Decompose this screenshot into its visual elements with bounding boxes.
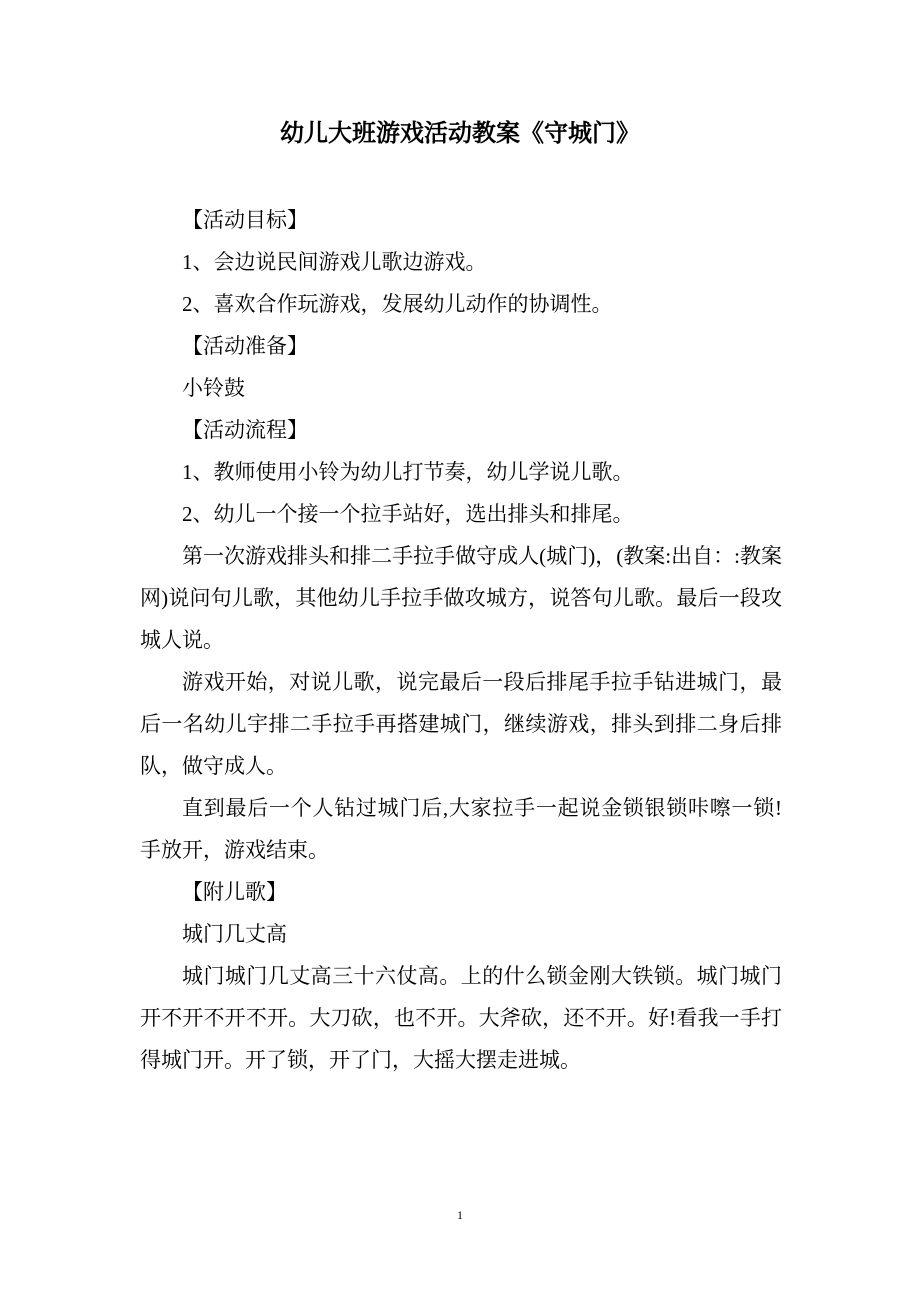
paragraph: 直到最后一个人钻过城门后,大家拉手一起说金锁银锁咔嚓一锁!手放开，游戏结束。	[140, 796, 782, 862]
document-title: 幼儿大班游戏活动教案《守城门》	[280, 121, 640, 147]
paragraph: 1、会边说民间游戏儿歌边游戏。	[182, 250, 487, 274]
heading-appendix-song: 【附儿歌】	[182, 880, 287, 904]
paragraph: 2、喜欢合作玩游戏，发展幼儿动作的协调性。	[182, 292, 613, 316]
heading-activity-process: 【活动流程】	[182, 418, 308, 442]
song-lyrics: 城门城门几丈高三十六仗高。上的什么锁金刚大铁锁。城门城门开不开不开不开。大刀砍，也不开。大斧砍，还不开。好!看我一手打得城门开。开了锁，开了门，大摇大摆走进城。	[140, 964, 782, 1072]
paragraph: 第一次游戏排头和排二手拉手做守成人(城门)，(教案:出自：:教案网)说问句儿歌，其他幼儿手拉手做攻城方，说答句儿歌。最后一段攻城人说。	[140, 544, 782, 652]
document-body	[140, 199, 782, 1081]
paragraph: 1、教师使用小铃为幼儿打节奏，幼儿学说儿歌。	[182, 460, 634, 484]
page-number: 1	[457, 1208, 463, 1222]
paragraph: 2、幼儿一个接一个拉手站好，选出排头和排尾。	[182, 502, 634, 526]
paragraph: 小铃鼓	[182, 376, 245, 400]
song-title: 城门几丈高	[182, 922, 287, 946]
paragraph: 游戏开始，对说儿歌，说完最后一段后排尾手拉手钻进城门，最后一名幼儿宇排二手拉手再搭建城门，继续游戏，排头到排二身后排队，做守成人。	[140, 670, 782, 778]
heading-activity-preparation: 【活动准备】	[182, 334, 308, 358]
heading-activity-goals: 【活动目标】	[182, 208, 308, 232]
